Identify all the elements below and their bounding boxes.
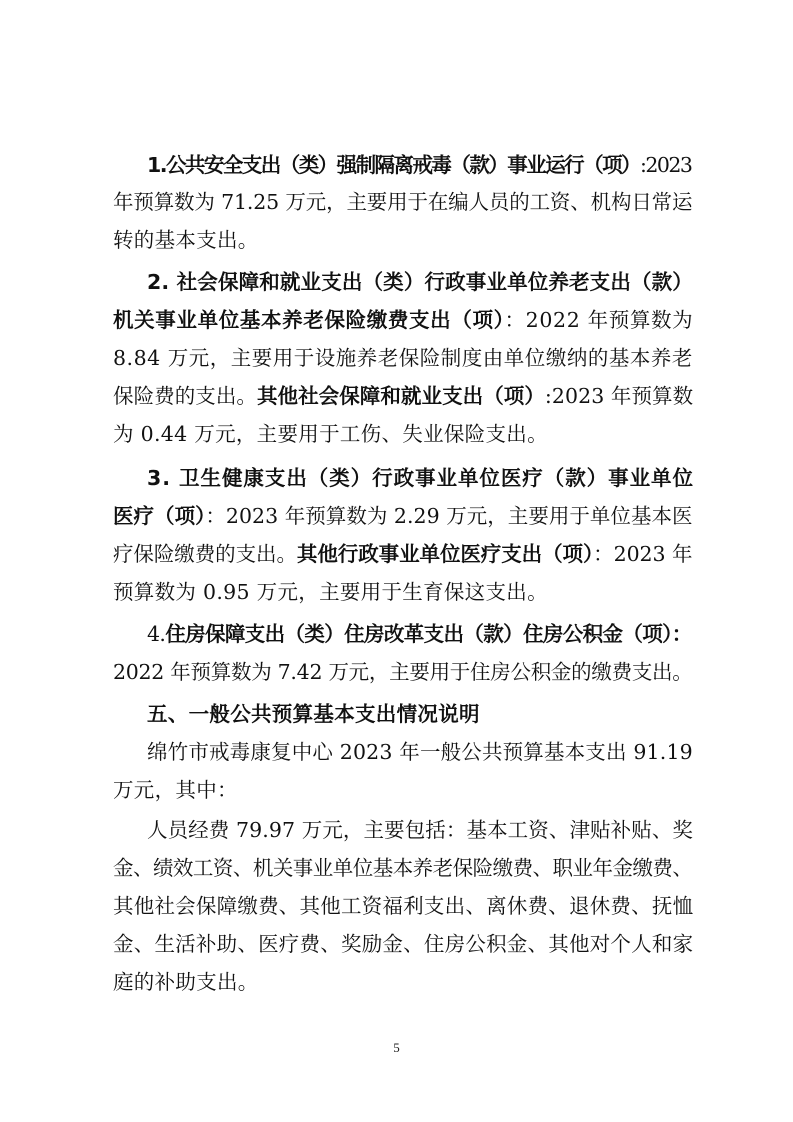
- text-run: 保险费的支出。: [113, 384, 257, 408]
- text-line: [147, 150, 691, 180]
- bold-text: 五、一般公共预算基本支出情况说明: [147, 702, 480, 726]
- text-run: :2023: [640, 153, 692, 177]
- text-line: [113, 343, 693, 373]
- text-run: 4.: [147, 622, 166, 646]
- text-line: [113, 187, 692, 217]
- text-run: 其他社会保障缴费、其他工资福利支出、离休费、退休费、抚恤: [113, 894, 694, 918]
- text-run: ：2023 年预算数为 2.29 万元，主要用于单位基本医: [205, 504, 693, 528]
- text-line: [113, 853, 692, 883]
- text-run: 绵竹市戒毒康复中心 2023 年一般公共预算基本支出 91.19: [147, 740, 693, 764]
- text-run: 金、生活补助、医疗费、奖励金、住房公积金、其他对个人和家: [113, 932, 694, 956]
- text-line: [113, 419, 548, 449]
- text-run: ：2022 年预算数为: [504, 308, 694, 332]
- text-line: [113, 967, 259, 997]
- text-run: 庭的补助支出。: [113, 970, 259, 994]
- text-run: 金、绩效工资、机关事业单位基本养老保险缴费、职业年金缴费、: [113, 856, 693, 880]
- text-line: [113, 539, 692, 569]
- text-line: [113, 381, 693, 411]
- bold-text: 3. 卫生健康支出（类）行政事业单位医疗（款）事业单位: [147, 466, 694, 490]
- text-run: 疗保险缴费的支出。: [113, 542, 297, 566]
- text-line: [147, 463, 694, 493]
- text-line: [147, 815, 693, 845]
- bold-text: 1.公共安全支出（类）强制隔离戒毒（款）事业运行（项）: [147, 153, 641, 177]
- bold-text: 2. 社会保障和就业支出（类）行政事业单位养老支出（款）: [147, 270, 693, 294]
- text-run: 年预算数为 71.25 万元，主要用于在编人员的工资、机构日常运: [113, 190, 693, 214]
- text-run: 为 0.44 万元，主要用于工伤、失业保险支出。: [113, 422, 548, 446]
- text-line: [113, 225, 259, 255]
- bold-text: 机关事业单位基本养老保险缴费支出（项）: [113, 308, 505, 332]
- text-run: :2023 年预算数: [544, 384, 694, 408]
- page-number: 5: [393, 1040, 400, 1055]
- bold-text: 其他社会保障和就业支出（项）: [256, 384, 545, 408]
- text-line: [113, 657, 693, 687]
- text-run: 8.84 万元，主要用于设施养老保险制度由单位缴纳的基本养老: [113, 346, 693, 370]
- text-line: [147, 737, 693, 767]
- text-line: [113, 891, 693, 921]
- text-run: 2022 年预算数为 7.42 万元，主要用于住房公积金的缴费支出。: [113, 660, 693, 684]
- text-line: [113, 929, 693, 959]
- text-line: [147, 619, 692, 649]
- text-line: [147, 267, 693, 297]
- text-run: 人员经费 79.97 万元，主要包括：基本工资、津贴补贴、奖: [147, 818, 694, 842]
- text-line: [113, 775, 238, 805]
- text-run: 转的基本支出。: [113, 228, 259, 252]
- bold-text: 住房保障支出（类）住房改革支出（款）住房公积金（项）：: [165, 622, 692, 646]
- text-line: [113, 577, 548, 607]
- text-line: [147, 699, 480, 729]
- text-run: 预算数为 0.95 万元，主要用于生育保这支出。: [113, 580, 548, 604]
- bold-text: 医疗（项）: [113, 504, 206, 528]
- text-run: ：2023 年: [593, 542, 693, 566]
- text-line: [113, 305, 693, 335]
- text-line: [113, 501, 693, 531]
- bold-text: 其他行政事业单位医疗支出（项）: [296, 542, 594, 566]
- text-run: 万元，其中：: [113, 778, 238, 802]
